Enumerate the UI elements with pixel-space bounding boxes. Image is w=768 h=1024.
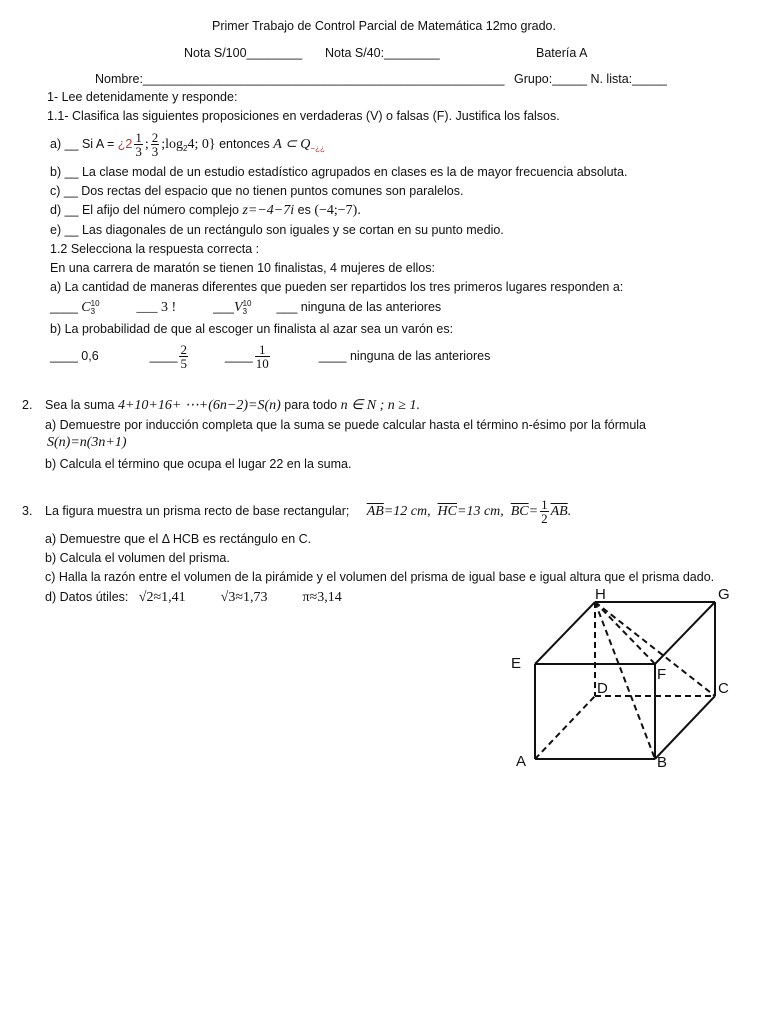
vertex-label-b: B <box>657 754 668 771</box>
period: . <box>567 504 572 519</box>
numerator: 1 <box>541 497 548 513</box>
q1-item-d <box>50 202 361 219</box>
vertex-label-e: E <box>511 655 522 672</box>
score-40-field: Nota S/40:________ <box>325 46 440 60</box>
sqrt2-value: √2≈1,41 <box>138 590 186 605</box>
segment-hc: $\overline{HC}$ <box>437 504 457 519</box>
q3-number: 3. <box>22 504 33 518</box>
q1-a-set-open: ¿2 <box>117 137 133 151</box>
edge-fg <box>655 602 715 664</box>
vertex-label-h: H <box>595 586 606 603</box>
denominator: 5 <box>180 356 187 372</box>
q2-formula: S(n)=n(3n+1) <box>47 435 127 450</box>
equals-sign: = <box>528 504 539 519</box>
q3-statement <box>45 493 571 530</box>
math-symbol: V <box>234 300 243 315</box>
superscript: 10 <box>242 298 252 308</box>
q1-a-prefix: a) __ Si A = <box>50 137 118 151</box>
q1-2-a-options <box>50 296 441 319</box>
option-fraction-2-5 <box>149 342 190 372</box>
separator: ; <box>144 137 149 152</box>
q2-item-b: b) Calcula el término que ocupa el lugar 22 en la suma. <box>45 457 352 471</box>
option-variation <box>213 300 251 314</box>
score-100-field: Nota S/100________ <box>184 46 303 60</box>
q1-2-intro: En una carrera de maratón se tienen 10 finalistas, 4 mujeres de ellos: <box>50 261 435 275</box>
vertex-label-g: G <box>718 586 730 603</box>
group-list-field: Grupo:_____ N. lista:_____ <box>514 72 667 86</box>
q1-1-instruction: 1.1- Clasifica las siguientes proposiciones en verdaderas (V) o falsas (F). Justifica los falsos. <box>47 109 560 123</box>
q3-item-b: b) Calcula el volumen del prisma. <box>45 551 230 565</box>
fraction <box>179 343 188 370</box>
q2-number: 2. <box>22 398 33 412</box>
q1-2-a: a) La cantidad de maneras diferentes que pueden ser repartidos los tres primeros lugares responden a: <box>50 280 624 294</box>
garbled-symbol: −¿¿ <box>310 144 325 153</box>
point-coordinates: (−4;−7). <box>314 203 361 218</box>
vertex-label-d: D <box>597 680 608 697</box>
q3-item-a: a) Demuestre que el Δ HCB es rectángulo en C. <box>45 532 312 546</box>
option-factorial: ___ 3 ! <box>136 300 177 315</box>
fraction <box>151 131 160 158</box>
q1-item-b: b) __ La clase modal de un estudio estadístico agrupados en clases es la de mayor frecuencia absoluta. <box>50 165 628 179</box>
numerator: 1 <box>255 343 270 357</box>
denominator: 3 <box>151 144 159 160</box>
log-expression: ;log <box>161 137 184 152</box>
numerator: 2 <box>151 130 159 146</box>
fraction <box>134 131 143 158</box>
q2-item-a: a) Demuestre por inducción completa que la suma se puede calcular hasta el término n-ésimo por la fórmula <box>45 418 646 432</box>
option-combination <box>50 300 100 314</box>
answer-blank: ___ <box>213 300 235 314</box>
numerator: 2 <box>180 342 187 358</box>
answer-blank: ____ <box>224 349 253 363</box>
edge-bc <box>655 696 715 759</box>
domain-condition: n ∈ N ; n ≥ 1. <box>340 398 420 413</box>
q3-item-c: c) Halla la razón entre el volumen de la pirámide y el volumen del prisma de igual base e igual altura que el prisma dado. <box>45 570 715 584</box>
battery-label: Batería A <box>536 46 588 60</box>
q2-text: Sea la suma <box>45 398 118 412</box>
denominator: 2 <box>541 511 548 527</box>
q3-d-label: d) Datos útiles: <box>45 590 129 604</box>
superscript: 10 <box>90 298 100 308</box>
q2-text: para todo <box>280 398 341 412</box>
fraction <box>255 343 270 370</box>
q1-d-prefix: d) __ El afijo del número complejo <box>50 203 243 217</box>
q1-2-b-options <box>50 338 490 374</box>
segment-value: =12 cm, <box>383 504 431 519</box>
segment-value: =13 cm, <box>457 504 504 519</box>
numerator: 1 <box>135 130 142 146</box>
complex-number: z=−4−7i <box>242 203 295 218</box>
answer-blank: ____ <box>149 349 178 363</box>
vertex-label-f: F <box>657 666 667 683</box>
sum-expression: 4+10+16+ ⋯+(6n−2)=S(n) <box>117 398 281 413</box>
option-none: ____ ninguna de las anteriores <box>318 349 491 363</box>
segment-ab: $\overline{AB}$ <box>366 504 384 519</box>
connector-text: entonces <box>215 137 274 151</box>
q1-item-c: c) __ Dos rectas del espacio que no tienen puntos comunes son paralelos. <box>50 184 464 198</box>
log-rest: 4; 0} <box>187 137 216 152</box>
edge-hf-diagonal <box>595 602 655 664</box>
q3-text: La figura muestra un prisma recto de base rectangular; <box>45 504 350 518</box>
q1-2-instruction: 1.2 Selecciona la respuesta correcta : <box>50 242 260 256</box>
name-field: Nombre:____________________________________________________ <box>95 72 505 86</box>
set-relation: A ⊂ Q <box>273 137 311 152</box>
q1-2-b: b) La probabilidad de que al escoger un finalista al azar sea un varón es: <box>50 322 454 336</box>
prism-figure <box>510 584 750 774</box>
vertex-label-a: A <box>516 753 527 770</box>
pi-value: π≈3,14 <box>302 590 342 605</box>
segment-ab: $\overline{AB}$ <box>550 504 568 519</box>
edge-eh <box>535 602 595 664</box>
edge-ad-hidden <box>535 696 595 759</box>
denominator: 3 <box>135 144 142 160</box>
q1-item-a <box>50 130 325 163</box>
denominator: 10 <box>255 356 269 372</box>
math-symbol: C <box>81 300 91 315</box>
q1-heading: 1- Lee detenidamente y responde: <box>47 90 238 104</box>
sqrt3-value: √3≈1,73 <box>220 590 268 605</box>
subscript: 3 <box>90 306 96 316</box>
q2-statement <box>45 397 420 414</box>
q1-item-e: e) __ Las diagonales de un rectángulo son iguales y se cortan en su punto medio. <box>50 223 504 237</box>
segment-bc: $\overline{BC}$ <box>510 504 529 519</box>
connector-text: es <box>294 203 315 217</box>
log-base: 2 <box>183 144 188 153</box>
q3-item-d <box>45 589 342 606</box>
subscript: 3 <box>242 306 248 316</box>
option-decimal: ____ 0,6 <box>50 349 99 363</box>
exam-title: Primer Trabajo de Control Parcial de Matemática 12mo grado. <box>212 19 556 33</box>
fraction <box>540 498 549 525</box>
option-fraction-1-10 <box>224 342 272 372</box>
answer-blank: ____ <box>50 300 78 314</box>
option-none: ___ ninguna de las anteriores <box>276 300 442 314</box>
vertex-label-c: C <box>718 680 729 697</box>
